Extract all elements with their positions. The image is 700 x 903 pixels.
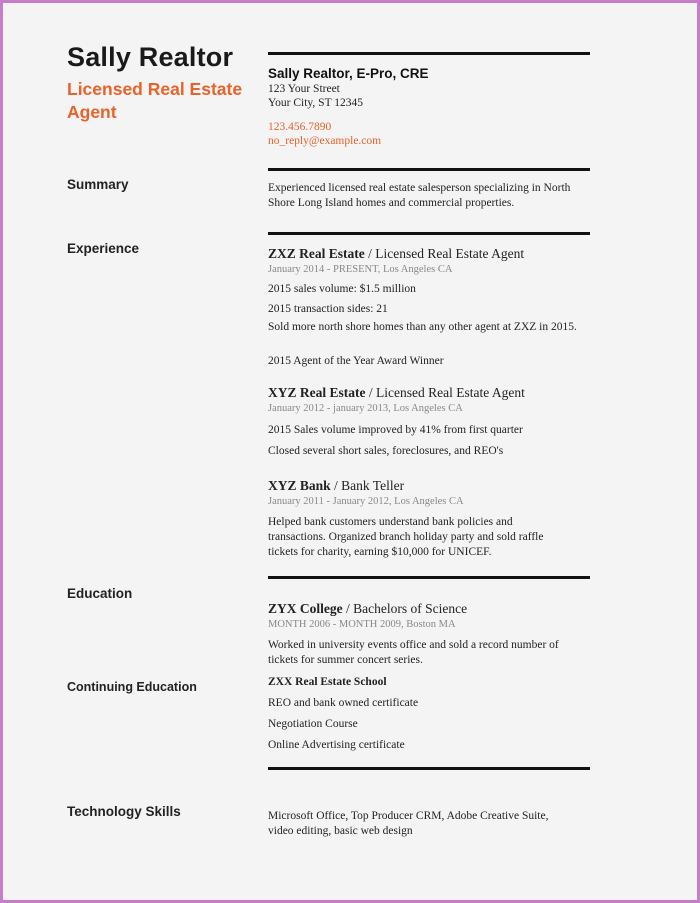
job-bullet: 2015 Sales volume improved by 41% from first quarter bbox=[268, 424, 523, 436]
continuing-item: REO and bank owned certificate bbox=[268, 697, 419, 709]
continuing-item: Online Advertising certificate bbox=[268, 739, 405, 751]
resume-title: Licensed Real Estate Agent bbox=[67, 79, 243, 122]
contact-name: Sally Realtor, E-Pro, CRE bbox=[268, 66, 429, 81]
job-company: XYZ Real Estate bbox=[268, 385, 366, 400]
job-company: XYZ Bank bbox=[268, 478, 331, 493]
job-bullet: 2015 sales volume: $1.5 million bbox=[268, 283, 416, 295]
divider-summary bbox=[268, 168, 590, 171]
job-heading: ZXZ Real Estate / Licensed Real Estate Agent bbox=[268, 246, 525, 261]
contact-email[interactable]: no_reply@example.com bbox=[268, 135, 382, 147]
continuing-label: Continuing Education bbox=[67, 680, 197, 694]
job-role: Licensed Real Estate Agent bbox=[376, 385, 525, 400]
job-role: Licensed Real Estate Agent bbox=[375, 246, 525, 261]
job-dates: January 2014 - PRESENT, Los Angeles CA bbox=[268, 264, 453, 275]
continuing-item: Negotiation Course bbox=[268, 718, 358, 730]
divider-top bbox=[268, 52, 590, 55]
job-bullet: 2015 Agent of the Year Award Winner bbox=[268, 355, 444, 367]
education-dates: MONTH 2006 - MONTH 2009, Boston MA bbox=[268, 619, 456, 630]
contact-phone[interactable]: 123.456.7890 bbox=[268, 121, 332, 133]
continuing-school: ZXX Real Estate School bbox=[268, 676, 387, 688]
skills-label: Technology Skills bbox=[67, 804, 181, 819]
divider-education bbox=[268, 576, 590, 579]
job-dates: January 2011 - January 2012, Los Angeles CA bbox=[268, 496, 464, 507]
contact-city: Your City, ST 12345 bbox=[268, 97, 364, 109]
education-degree: Bachelors of Science bbox=[353, 601, 468, 616]
summary-text: Experienced licensed real estate salesperson specializing in North Shore Long Island homes and commercial properties. bbox=[268, 182, 571, 209]
summary-label: Summary bbox=[67, 177, 129, 192]
divider-experience bbox=[268, 232, 590, 235]
skills-text: Microsoft Office, Top Producer CRM, Adobe Creative Suite, video editing, basic web design bbox=[268, 810, 549, 837]
job-heading: XYZ Real Estate / Licensed Real Estate Agent bbox=[268, 385, 525, 400]
job-bullet: Sold more north shore homes than any other agent at ZXZ in 2015. bbox=[268, 321, 577, 333]
job-dates: January 2012 - january 2013, Los Angeles CA bbox=[268, 403, 463, 414]
education-text: Worked in university events office and sold a record number of tickets for summer concert series. bbox=[268, 639, 559, 666]
education-label: Education bbox=[67, 586, 133, 601]
job-company: ZXZ Real Estate bbox=[268, 246, 365, 261]
education-heading: ZYX College / Bachelors of Science bbox=[268, 601, 468, 616]
job-bullet: Closed several short sales, foreclosures, and REO's bbox=[268, 445, 504, 457]
job-heading: XYZ Bank / Bank Teller bbox=[268, 478, 405, 493]
divider-skills bbox=[268, 767, 590, 770]
education-school: ZYX College bbox=[268, 601, 343, 616]
resume-name: Sally Realtor bbox=[67, 42, 234, 72]
job-bullet: 2015 transaction sides: 21 bbox=[268, 303, 388, 315]
job-role: Bank Teller bbox=[341, 478, 405, 493]
contact-street: 123 Your Street bbox=[268, 83, 340, 95]
experience-label: Experience bbox=[67, 241, 140, 256]
job-bullet: Helped bank customers understand bank policies and transactions. Organized branch holiday party and sold raffle tickets for charity, earning $10,000 for UNICEF. bbox=[268, 516, 544, 558]
